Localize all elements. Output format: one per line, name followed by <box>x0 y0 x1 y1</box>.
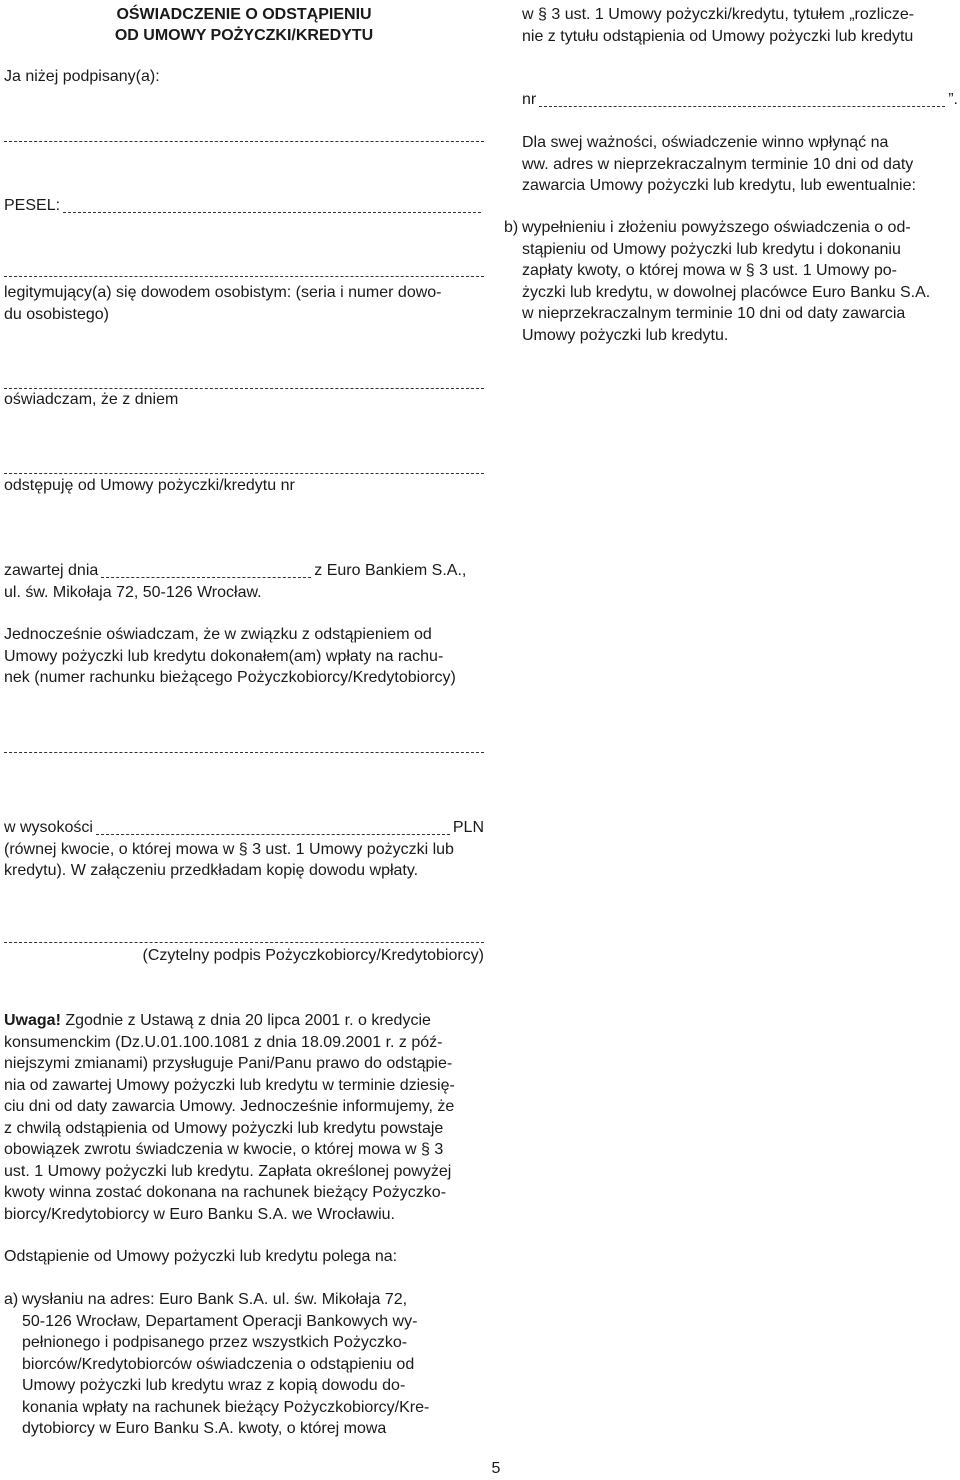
list-marker-a: a) <box>4 1291 19 1308</box>
pesel-fill-line[interactable] <box>63 212 481 213</box>
simultaneous-declaration <box>4 624 484 689</box>
amount-fill-line[interactable] <box>96 834 450 835</box>
simultaneous-line-3: nek (numer rachunku bieżącego Pożyczkobiorcy/Kredytobiorcy) <box>4 669 456 686</box>
undersigned-label: Ja niżej podpisany(a): <box>4 68 160 85</box>
validity-line-3: zawarcia Umowy pożyczki lub kredytu, lub ewentualnie: <box>522 177 916 194</box>
transfer-number-field[interactable] <box>522 89 958 111</box>
list-a-line: Umowy pożyczki lub kredytu wraz z kopią dowodu do- <box>22 1377 406 1394</box>
list-a-line: konania wpłaty na rachunek bieżący Pożyczkobiorcy/Kre- <box>22 1398 430 1416</box>
concluded-date-fill-line[interactable] <box>101 577 311 578</box>
list-a-line: pełnionego i podpisanego przez wszystkich Pożyczko- <box>22 1334 408 1351</box>
notice-line: z chwilą odstąpienia od Umowy pożyczki lub kredytu powstaje <box>4 1119 444 1137</box>
id-document-line-1: legitymujący(a) się dowodem osobistym: (seria i numer dowo- <box>4 284 442 301</box>
notice-line: ust. 1 Umowy pożyczki lub kredytu. Zapłata określonej powyżej <box>4 1162 452 1180</box>
simultaneous-line-1: Jednocześnie oświadczam, że w związku z odstąpieniem od <box>4 626 432 643</box>
withdrawal-consists-label: Odstąpienie od Umowy pożyczki lub kredytu polega na: <box>4 1248 398 1265</box>
amount-currency: PLN <box>452 819 484 836</box>
list-item-a <box>4 1289 484 1440</box>
validity-line-2: ww. adres w nieprzekraczalnym terminie 10 dni od daty <box>522 155 914 173</box>
title-line-1: OŚWIADCZENIE O ODSTĄPIENIU <box>116 6 372 23</box>
list-b-line: wypełnieniu i złożeniu powyższego oświadczenia o od- <box>522 219 911 236</box>
continuation-text <box>522 4 958 47</box>
amount-line-3: kredytu). W załączeniu przedkładam kopię dowodu wpłaty. <box>4 862 419 879</box>
notice-line-0 <box>4 1010 484 1032</box>
amount-label: w wysokości <box>4 819 93 836</box>
notice-line: biorcy/Kredytobiorcy w Euro Banku S.A. we Wrocławiu. <box>4 1205 395 1223</box>
id-document-label <box>4 282 484 325</box>
notice-line: kwoty winna zostać dokonana na rachunek bieżący Pożyczko- <box>4 1184 447 1201</box>
concluded-on-label: zawartej dnia <box>4 562 99 579</box>
notice-line: nia od zawartej Umowy pożyczki lub kredytu w terminie dziesię- <box>4 1076 455 1094</box>
notice-block <box>4 1010 484 1225</box>
list-a-line: biorców/Kredytobiorców oświadczenia o odstąpieniu od <box>22 1355 415 1373</box>
transfer-number-end: ”. <box>948 91 958 108</box>
list-marker-b: b) <box>504 219 519 236</box>
validity-line-1: Dla swej ważności, oświadczenie winno wpłynąć na <box>522 134 889 151</box>
list-b-line: życzki lub kredytu, w dowolnej placówce Euro Banku S.A. <box>522 283 931 301</box>
withdraw-contract-label: odstępuję od Umowy pożyczki/kredytu nr <box>4 477 295 494</box>
amount-field[interactable] <box>4 817 484 839</box>
with-bank-text: z Euro Bankiem S.A., <box>314 562 467 579</box>
simultaneous-line-2: Umowy pożyczki lub kredytu dokonałem(am) wpłaty na rachu- <box>4 647 444 665</box>
notice-text-first: Zgodnie z Ustawą z dnia 20 lipca 2001 r. o kredycie <box>60 1012 431 1029</box>
bank-address: ul. św. Mikołaja 72, 50-126 Wrocław. <box>4 583 262 601</box>
list-a-line: wysłaniu na adres: Euro Bank S.A. ul. św. Mikołaja 72, <box>22 1291 408 1308</box>
pesel-field[interactable] <box>4 195 484 217</box>
continuation-line-1: w § 3 ust. 1 Umowy pożyczki/kredytu, tytułem „rozlicze- <box>522 6 915 23</box>
notice-line: obowiązek zwrotu świadczenia w kwocie, o której mowa w § 3 <box>4 1141 444 1158</box>
list-text-a <box>22 1289 484 1440</box>
concluded-on-block <box>4 560 484 603</box>
id-document-fill-line[interactable] <box>4 276 484 277</box>
list-text-b <box>522 217 958 346</box>
concluded-on-field[interactable] <box>4 560 484 582</box>
notice-line: niejszymi zmianami) przysługuje Pani/Panu prawo do odstąpie- <box>4 1055 453 1072</box>
continuation-line-2: nie z tytułu odstąpienia od Umowy pożyczki lub kredytu <box>522 27 914 45</box>
signature-fill-line[interactable] <box>4 942 484 943</box>
id-document-line-2: du osobistego) <box>4 305 109 323</box>
account-number-fill-line[interactable] <box>4 752 484 753</box>
name-fill-line[interactable] <box>4 141 484 142</box>
signature-caption: (Czytelny podpis Pożyczkobiorcy/Kredytobiorcy) <box>142 947 484 964</box>
page-number: 5 <box>491 1460 501 1477</box>
list-a-line: 50-126 Wrocław, Departament Operacji Bankowych wy- <box>22 1312 418 1330</box>
notice-label: Uwaga! <box>4 1012 61 1029</box>
amount-block <box>4 817 484 882</box>
list-b-line: zapłaty kwoty, o której mowa w § 3 ust. 1 Umowy po- <box>522 262 897 279</box>
notice-line: ciu dni od daty zawarcia Umowy. Jednocześnie informujemy, że <box>4 1098 455 1115</box>
document-title <box>4 4 484 46</box>
list-b-line: stąpieniu od Umowy pożyczki lub kredytu i dokonaniu <box>522 240 901 258</box>
declare-date-label: oświadczam, że z dniem <box>4 391 179 408</box>
amount-line-2: (równej kwocie, o której mowa w § 3 ust. 1 Umowy pożyczki lub <box>4 840 454 858</box>
pesel-label: PESEL: <box>4 197 61 214</box>
list-a-line: dytobiorcy w Euro Banku S.A. kwoty, o której mowa <box>22 1420 387 1437</box>
contract-number-fill-line[interactable] <box>4 473 484 474</box>
transfer-number-label: nr <box>522 91 537 108</box>
list-item-b <box>504 217 958 346</box>
validity-text <box>522 132 958 197</box>
transfer-number-fill-line[interactable] <box>539 106 945 107</box>
list-b-line: w nieprzekraczalnym terminie 10 dni od daty zawarcia <box>522 305 906 322</box>
title-line-2: OD UMOWY POŻYCZKI/KREDYTU <box>114 27 374 44</box>
notice-line: konsumenckim (Dz.U.01.100.1081 z dnia 18.09.2001 r. z póź- <box>4 1033 443 1051</box>
list-b-line: Umowy pożyczki lub kredytu. <box>522 326 729 344</box>
